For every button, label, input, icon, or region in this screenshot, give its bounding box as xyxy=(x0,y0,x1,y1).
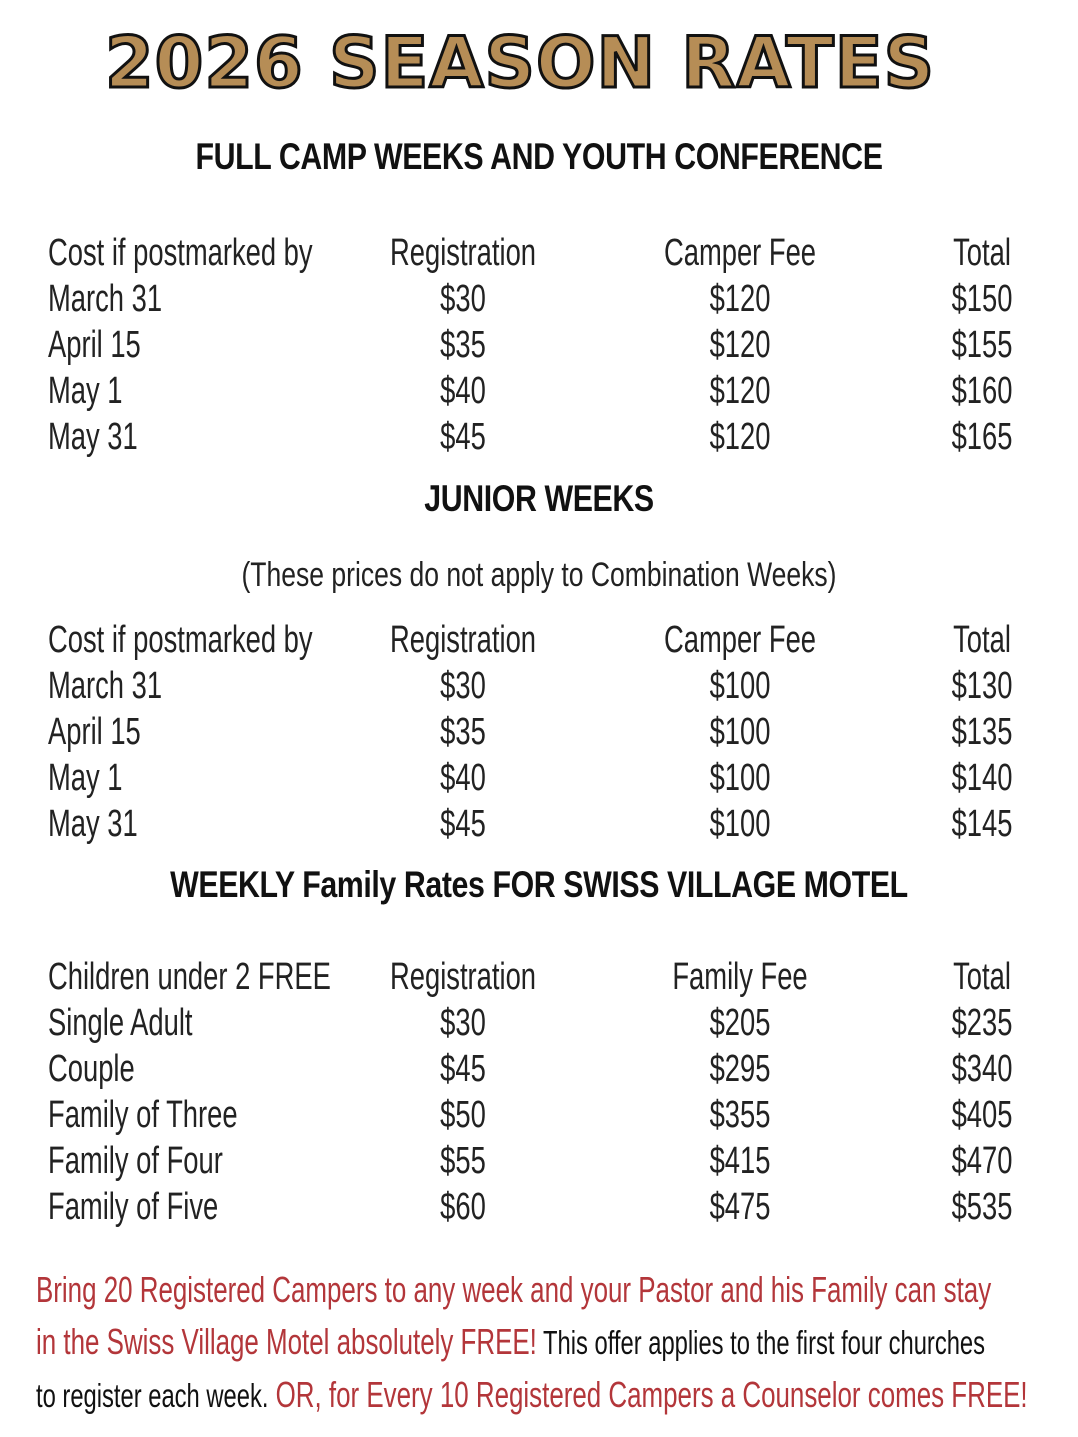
table-cell-text: $30 xyxy=(440,1002,486,1044)
table-header-row xyxy=(48,230,1018,276)
table-cell: Family of Four xyxy=(48,1140,223,1182)
table-cell-text: $120 xyxy=(709,278,771,320)
table-cell-text: $100 xyxy=(709,803,771,845)
table-cell-text: $160 xyxy=(951,370,1013,412)
table-cell-text: $415 xyxy=(709,1140,771,1182)
promo-line-2-dark: This offer applies to the first four churches xyxy=(536,1324,986,1361)
table-cell-text: $205 xyxy=(709,1002,771,1044)
promo-line-2 xyxy=(36,1316,1030,1369)
table-row xyxy=(48,322,1018,368)
column-header: Cost if postmarked by xyxy=(48,232,313,274)
section-heading-full-camp: FULL CAMP WEEKS AND YOUTH CONFERENCE xyxy=(195,136,883,177)
table-cell-text: $340 xyxy=(951,1048,1013,1090)
table-cell-text: $100 xyxy=(709,711,771,753)
column-header-text: Family Fee xyxy=(672,956,808,998)
table-cell-text: $30 xyxy=(440,278,486,320)
table-row xyxy=(48,755,1018,801)
table-row xyxy=(48,368,1018,414)
table-cell-text: $50 xyxy=(440,1094,486,1136)
table-cell-text: $475 xyxy=(709,1186,771,1228)
table-cell-text: $45 xyxy=(440,416,486,458)
table-cell-text: $470 xyxy=(951,1140,1013,1182)
table-cell-text: $100 xyxy=(709,757,771,799)
table-cell: May 31 xyxy=(48,416,138,458)
column-header: Children under 2 FREE xyxy=(48,956,331,998)
section-heading-junior-weeks: JUNIOR WEEKS xyxy=(424,478,654,519)
column-header-text: Total xyxy=(953,956,1011,998)
table-cell-text: $155 xyxy=(951,324,1013,366)
table-header-row xyxy=(48,617,1018,663)
table-cell-text: $165 xyxy=(951,416,1013,458)
table-cell-text: $120 xyxy=(709,324,771,366)
table-cell-text: $535 xyxy=(951,1186,1013,1228)
rate-table-family-rates xyxy=(48,954,1018,1230)
column-header-text: Camper Fee xyxy=(663,232,817,274)
table-cell: April 15 xyxy=(48,711,141,753)
table-cell: May 31 xyxy=(48,803,138,845)
rate-table-junior-weeks xyxy=(48,617,1018,847)
column-header-text: Registration xyxy=(390,232,536,274)
table-cell-text: $235 xyxy=(951,1002,1013,1044)
table-cell-text: $40 xyxy=(440,370,486,412)
column-header-text: Registration xyxy=(390,619,536,661)
column-header-text: Registration xyxy=(390,956,536,998)
table-row xyxy=(48,663,1018,709)
promo-line-1-text: Bring 20 Registered Campers to any week and your Pastor and his Family can stay xyxy=(36,1269,992,1310)
table-row xyxy=(48,801,1018,847)
promo-line-3 xyxy=(36,1369,1030,1422)
table-cell-text: $40 xyxy=(440,757,486,799)
table-cell-text: $405 xyxy=(951,1094,1013,1136)
table-cell-text: $120 xyxy=(709,416,771,458)
table-cell-text: $135 xyxy=(951,711,1013,753)
promo-line-1 xyxy=(36,1264,1030,1316)
table-row xyxy=(48,276,1018,322)
table-row xyxy=(48,1184,1018,1230)
table-cell: Single Adult xyxy=(48,1002,193,1044)
table-cell: May 1 xyxy=(48,757,123,799)
table-cell: March 31 xyxy=(48,278,163,320)
table-cell: Family of Five xyxy=(48,1186,219,1228)
table-row xyxy=(48,414,1018,460)
table-cell-text: $45 xyxy=(440,1048,486,1090)
table-cell-text: $150 xyxy=(951,278,1013,320)
table-cell-text: $30 xyxy=(440,665,486,707)
table-cell-text: $355 xyxy=(709,1094,771,1136)
table-row xyxy=(48,1046,1018,1092)
table-row xyxy=(48,1138,1018,1184)
table-header-row xyxy=(48,954,1018,1000)
section-note-combination-weeks: (These prices do not apply to Combination Weeks) xyxy=(241,556,837,594)
column-header-text: Total xyxy=(953,619,1011,661)
table-row xyxy=(48,1000,1018,1046)
table-cell: Family of Three xyxy=(48,1094,238,1136)
table-cell: Couple xyxy=(48,1048,135,1090)
section-heading-family-rates: WEEKLY Family Rates FOR SWISS VILLAGE MOTEL xyxy=(170,864,908,905)
table-cell: April 15 xyxy=(48,324,141,366)
table-cell-text: $60 xyxy=(440,1186,486,1228)
table-cell-text: $140 xyxy=(951,757,1013,799)
table-cell: May 1 xyxy=(48,370,123,412)
promo-line-3-red: OR, for Every 10 Registered Campers a Counselor comes FREE! xyxy=(268,1374,1028,1415)
table-cell-text: $130 xyxy=(951,665,1013,707)
table-cell-text: $145 xyxy=(951,803,1013,845)
table-cell-text: $100 xyxy=(709,665,771,707)
promo-line-2-red: in the Swiss Village Motel absolutely FREE! xyxy=(36,1321,537,1362)
table-cell-text: $120 xyxy=(709,370,771,412)
promo-footer xyxy=(36,1264,1036,1422)
column-header-text: Total xyxy=(953,232,1011,274)
rate-table-full-camp xyxy=(48,230,1018,460)
table-cell-text: $45 xyxy=(440,803,486,845)
table-cell-text: $295 xyxy=(709,1048,771,1090)
column-header: Cost if postmarked by xyxy=(48,619,313,661)
column-header-text: Camper Fee xyxy=(663,619,817,661)
table-cell-text: $55 xyxy=(440,1140,486,1182)
table-row xyxy=(48,709,1018,755)
table-cell-text: $35 xyxy=(440,324,486,366)
page-title: 2026 SEASON RATES xyxy=(104,22,936,104)
table-row xyxy=(48,1092,1018,1138)
table-cell: March 31 xyxy=(48,665,163,707)
table-cell-text: $35 xyxy=(440,711,486,753)
promo-line-3-dark: to register each week. xyxy=(36,1377,269,1414)
